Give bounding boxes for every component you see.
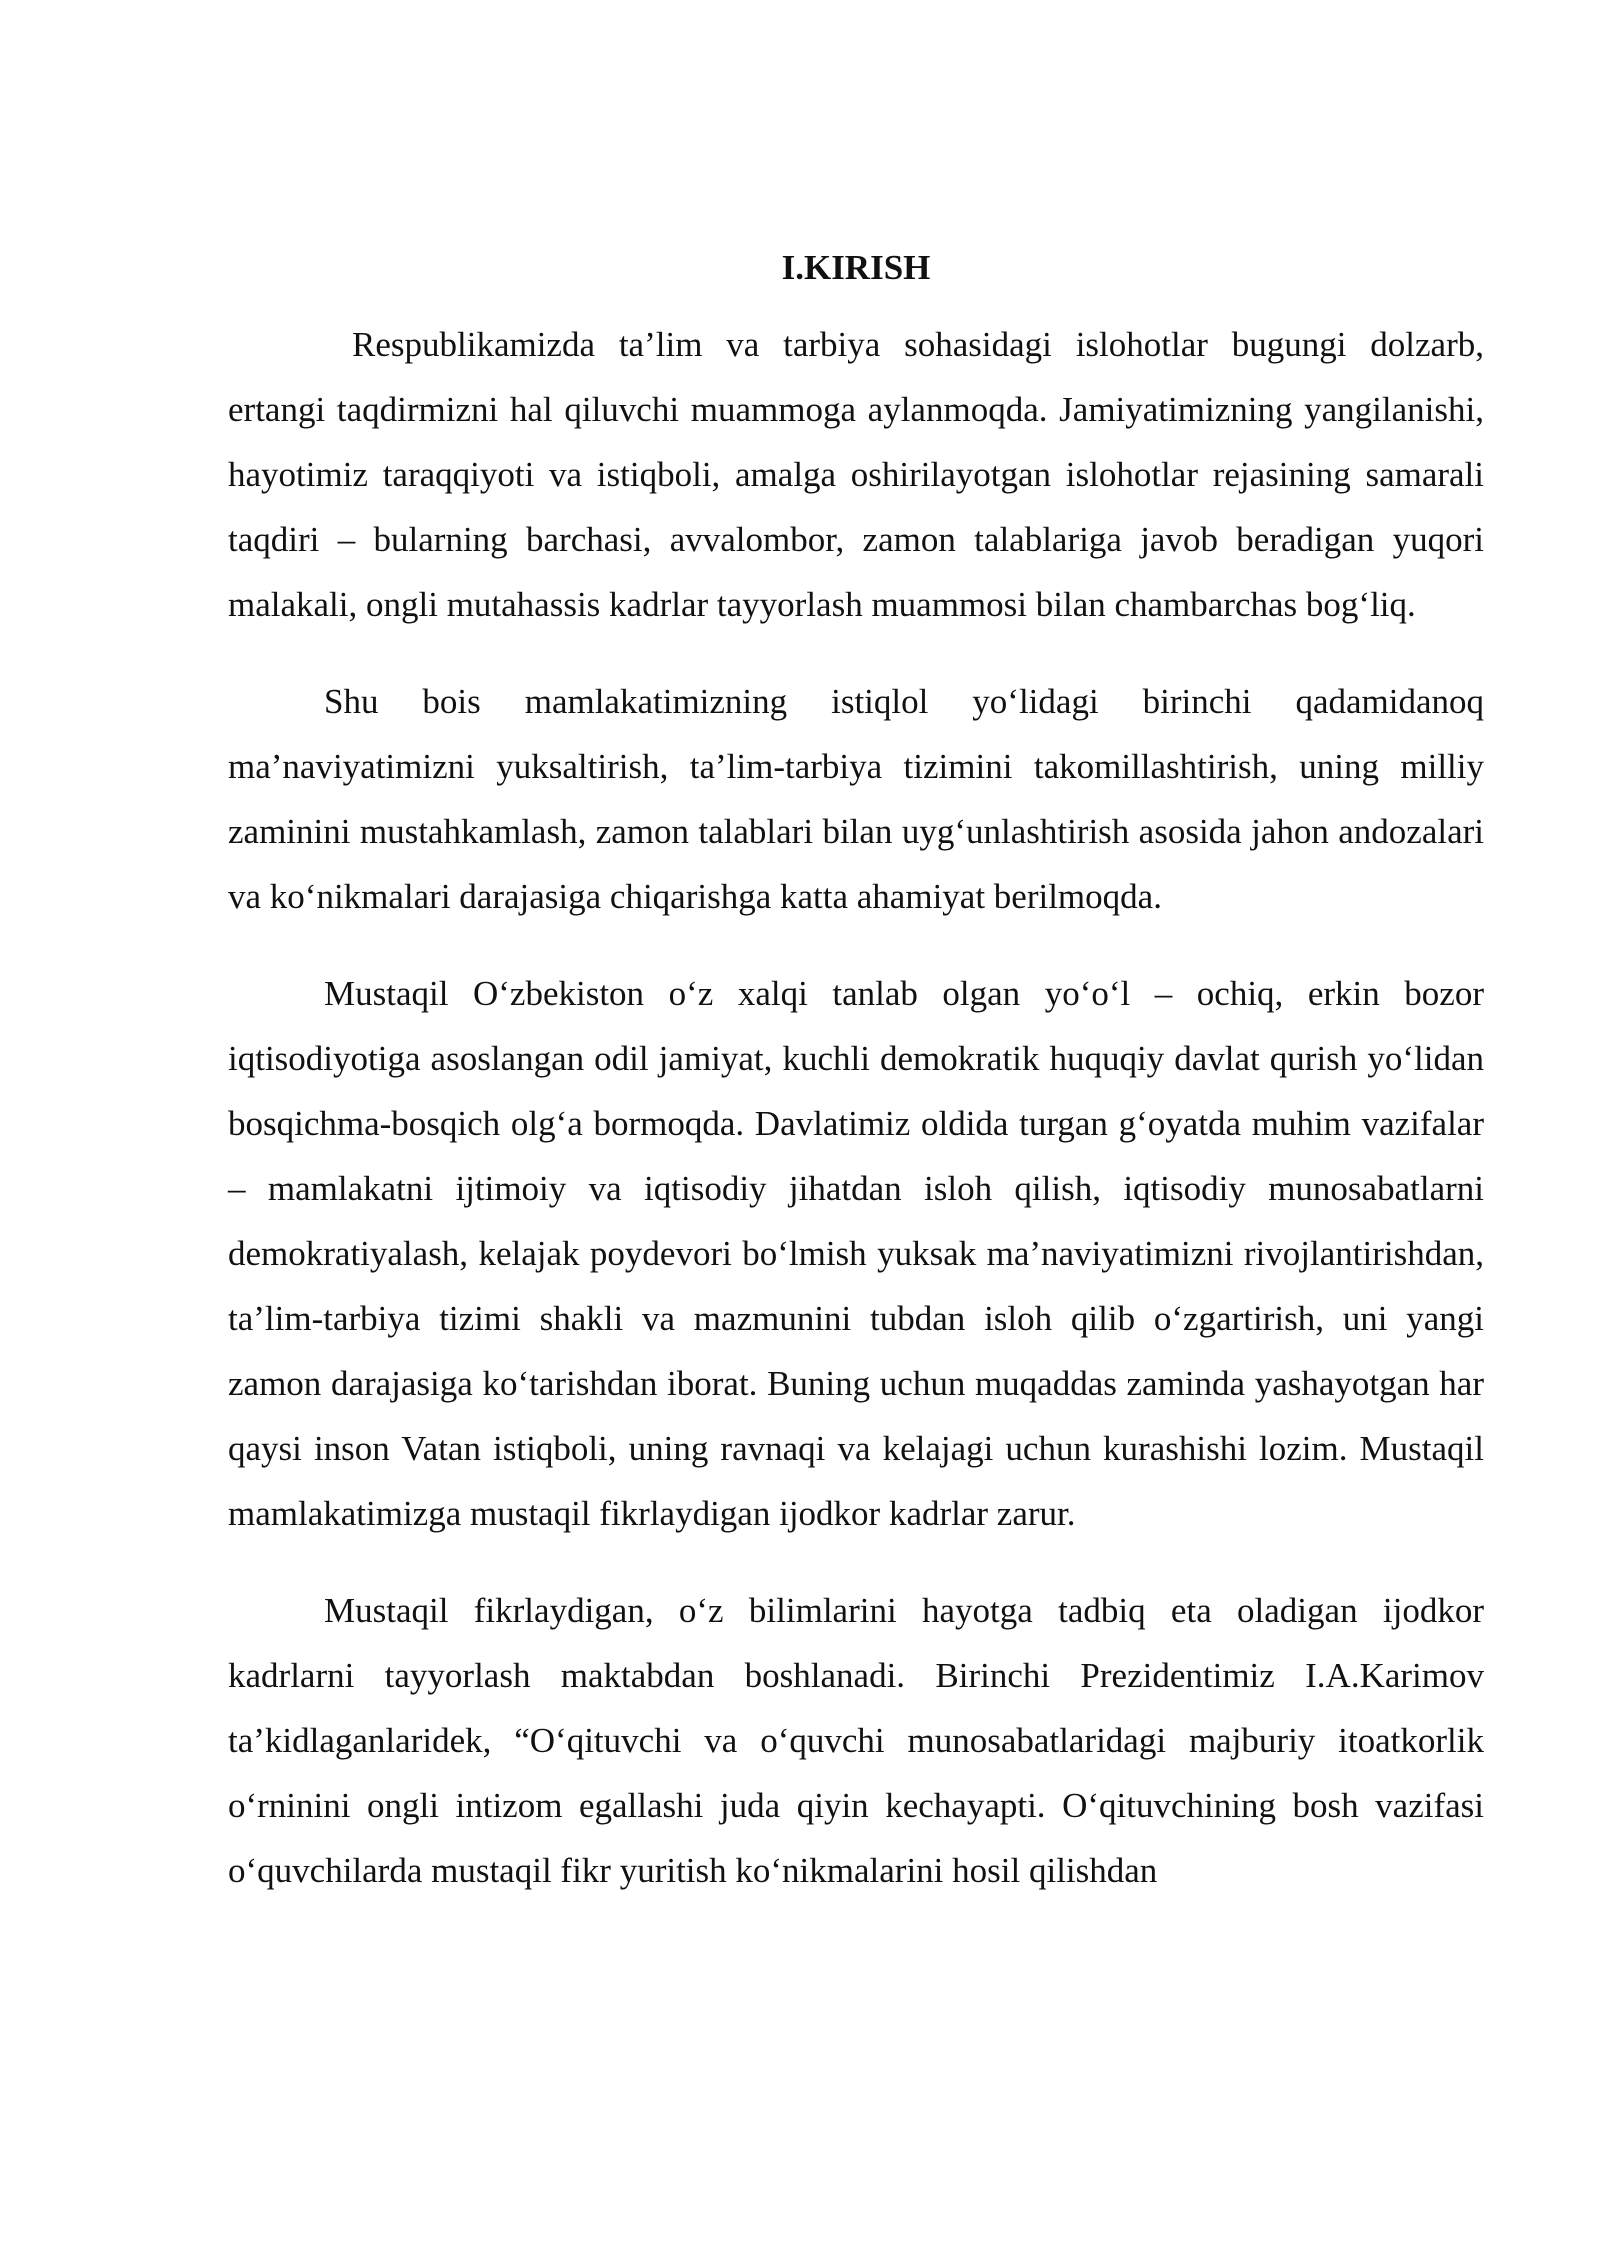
paragraph-3: Mustaqil O‘zbekiston o‘z xalqi tanlab olgan yo‘o‘l – ochiq, erkin bozor iqtisodiyotiga asoslangan odil jamiyat, kuchli demokratik huquqiy davlat qurish yo‘lidan bosqichma-bosqich olg‘a bormoqda. Davlatimiz oldida turgan g‘oyatda muhim vazifalar – mamlakatni ijtimoiy va iqtisodiy jihatdan isloh qilish, iqtisodiy munosabatlarni demokratiyalash, kelajak poydevori bo‘lmish yuksak ma’naviyatimizni rivojlantirishdan, ta’lim-tarbiya tizimi shakli va mazmunini tubdan isloh qilib o‘zgartirish, uni yangi zamon darajasiga ko‘tarishdan iborat. Buning uchun muqaddas zaminda yashayotgan har qaysi inson Vatan istiqboli, uning ravnaqi va kelajagi uchun kurashishi lozim. Mustaqil mamlakatimizga mustaqil fikrlaydigan ijodkor kadrlar zarur. (228, 974, 1484, 1533)
paragraph-2: Shu bois mamlakatimizning istiqlol yo‘lidagi birinchi qadamidanoq ma’naviyatimizni yuksaltirish, ta’lim-tarbiya tizimini takomillashtirish, uning milliy zaminini mustahkamlash, zamon talablari bilan uyg‘unlashtirish asosida jahon andozalari va ko‘nikmalari darajasiga chiqarishga katta ahamiyat berilmoqda. (228, 682, 1484, 916)
page-title: I.KIRISH (781, 248, 931, 287)
paragraph-1: Respublikamizda ta’lim va tarbiya sohasidagi islohotlar bugungi dolzarb, ertangi taqdirmizni hal qiluvchi muammoga aylanmoqda. Jamiyatimizning yangilanishi, hayotimiz taraqqiyoti va istiqboli, amalga oshirilayotgan islohotlar rejasining samarali taqdiri – bularning barchasi, avvalombor, zamon talablariga javob beradigan yuqori malakali, ongli mutahassis kadrlar tayyorlash muammosi bilan chambarchas bog‘liq. (228, 325, 1484, 624)
document-body (228, 248, 1484, 1935)
paragraph-4: Mustaqil fikrlaydigan, o‘z bilimlarini hayotga tadbiq eta oladigan ijodkor kadrlarni tayyorlash maktabdan boshlanadi. Birinchi Prezidentimiz I.A.Karimov ta’kidlaganlaridek, “O‘qituvchi va o‘quvchi munosabatlaridagi majburiy itoatkorlik o‘rninini ongli intizom egallashi juda qiyin kechayapti. O‘qituvchining bosh vazifasi o‘quvchilarda mustaqil fikr yuritish ko‘nikmalarini hosil qilishdan (228, 1591, 1484, 1890)
